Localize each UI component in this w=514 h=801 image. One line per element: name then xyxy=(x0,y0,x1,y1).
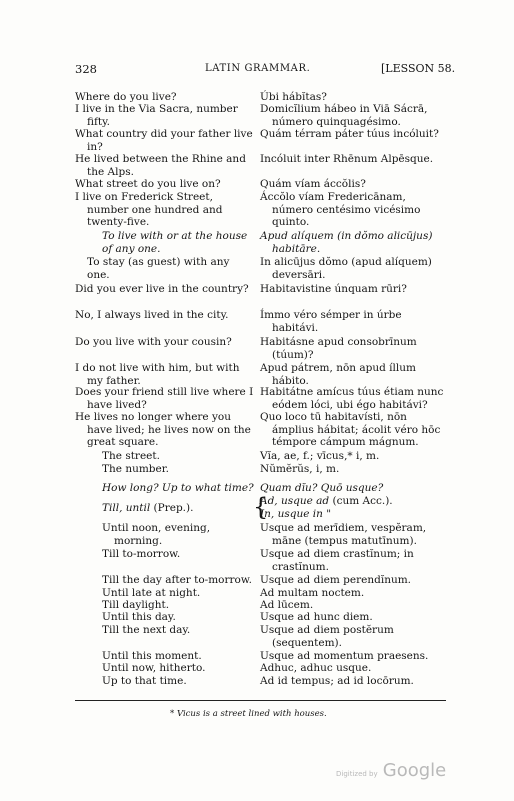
latin-text: Úbi hábĭtas? xyxy=(260,91,327,103)
english-text: What country did your father live in? xyxy=(75,128,253,153)
ad-usque-ad-text: Ad, usque ad xyxy=(260,495,330,507)
english-text: Till the day after to-morrow. xyxy=(102,574,252,586)
latin-text: Quo loco tū habitavísti, nōn ámplius hábitat; ácolit véro hōc témpore cámpum mágnum. xyxy=(260,411,441,448)
latin-text: Ad multam noctem. xyxy=(260,587,365,599)
english-text: Until now, hitherto. xyxy=(102,662,206,674)
english-text: Do you live with your cousin? xyxy=(75,336,232,348)
latin-text: Adhuc, adhuc usque. xyxy=(260,662,372,674)
english-text: He lives no longer where you have lived; he lives now on the great square. xyxy=(75,411,251,448)
english-text: Till, until (Prep.). xyxy=(102,502,194,514)
english-text: Where do you live? xyxy=(75,91,177,103)
footnote: * Vicus is a street lined with houses. xyxy=(170,709,327,719)
english-text: No, I always lived in the city. xyxy=(75,309,229,321)
english-text: I do not live with him, but with my father. xyxy=(75,362,240,387)
english-text: He lived between the Rhine and the Alps. xyxy=(75,153,246,178)
latin-text: Ad lūcem. xyxy=(260,599,314,611)
english-text: To stay (as guest) with any one. xyxy=(87,256,230,281)
google-logo: Google xyxy=(382,760,447,781)
english-text: I live in the Via Sacra, number fifty. xyxy=(75,103,238,128)
latin-text: Usque ad hunc diem. xyxy=(260,611,373,623)
brace-symbol: { xyxy=(253,493,269,521)
latin-text: Usque ad diem perendĭnum. xyxy=(260,574,412,586)
english-text: Till to-morrow. xyxy=(102,548,181,560)
latin-text: Quam dĭu? Quō usque? xyxy=(260,482,384,494)
latin-text: Ad, usque ad (cum Acc.). xyxy=(260,495,393,507)
watermark-prefix: Digitized by xyxy=(336,770,378,778)
english-text: Until noon, evening, morning. xyxy=(102,522,211,547)
running-title: LATIN GRAMMAR. xyxy=(205,63,311,74)
latin-text: Áccŏlo víam Fredericānam, número centésimo vicésimo quinto. xyxy=(260,191,421,228)
english-text: What street do you live on? xyxy=(75,178,221,190)
english-text: Up to that time. xyxy=(102,675,187,687)
digitized-watermark xyxy=(336,760,446,781)
latin-text: In, usque in " xyxy=(260,507,332,520)
latin-text: Domicĭlium hábeo in Viā Sácrā, número quinquagésimo. xyxy=(260,103,428,128)
english-text: Until late at night. xyxy=(102,587,201,599)
latin-text: Nŭmĕrŭs, i, m. xyxy=(260,463,340,475)
english-text: I live on Frederick Street, number one hundred and twenty-five. xyxy=(75,191,223,228)
english-text: The number. xyxy=(102,463,169,475)
english-text: Till daylight. xyxy=(102,599,170,611)
latin-text-group xyxy=(253,493,446,521)
lesson-label: [LESSON 58. xyxy=(381,62,456,75)
latin-text: Usque ad diem postĕrum (sequentem). xyxy=(260,624,394,649)
english-text: To live with or at the house of any one. xyxy=(102,230,248,255)
footnote-rule xyxy=(75,700,446,701)
latin-text: Apud alíquem (in dŏmo alicūjus) habitāre. xyxy=(260,230,433,255)
latin-text: In alicūjus dŏmo (apud alíquem) deversāri. xyxy=(260,256,432,281)
latin-text: Habitásne apud consobrīnum (túum)? xyxy=(260,336,417,361)
latin-text: Incóluit inter Rhēnum Alpēsque. xyxy=(260,153,434,165)
latin-text: Ímmo véro sémper in úrbe habitávi. xyxy=(260,309,402,334)
latin-text: Quám víam áccŏlis? xyxy=(260,178,366,190)
english-text: Till the next day. xyxy=(102,624,191,636)
english-text: How long? Up to what time? xyxy=(102,482,254,494)
english-text: Until this day. xyxy=(102,611,176,623)
latin-text: Usque ad diem crastĭnum; in crastĭnum. xyxy=(260,548,414,573)
latin-text: Vĭa, ae, f.; vīcus,* i, m. xyxy=(260,450,380,462)
latin-text: Usque ad momentum praesens. xyxy=(260,650,429,662)
latin-text: Ad id tempus; ad id locōrum. xyxy=(260,675,414,687)
till-until-text: Till, until xyxy=(102,502,151,514)
english-text: The street. xyxy=(102,450,160,462)
english-text: Until this moment. xyxy=(102,650,202,662)
latin-text: Habitátne amícus túus étiam nunc eódem lóci, ubi égo habitávi? xyxy=(260,386,444,411)
latin-text: Usque ad merīdiem, vespĕram, māne (tempus matutīnum). xyxy=(260,522,427,547)
english-text: Did you ever live in the country? xyxy=(75,283,249,295)
latin-text: Quám térram páter túus incóluit? xyxy=(260,128,439,140)
latin-text: Habitavistine únquam rūri? xyxy=(260,283,407,295)
latin-text: Apud pátrem, nōn apud íllum hábito. xyxy=(260,362,416,387)
page-number: 328 xyxy=(75,62,97,76)
english-text: Does your friend still live where I have lived? xyxy=(75,386,254,411)
